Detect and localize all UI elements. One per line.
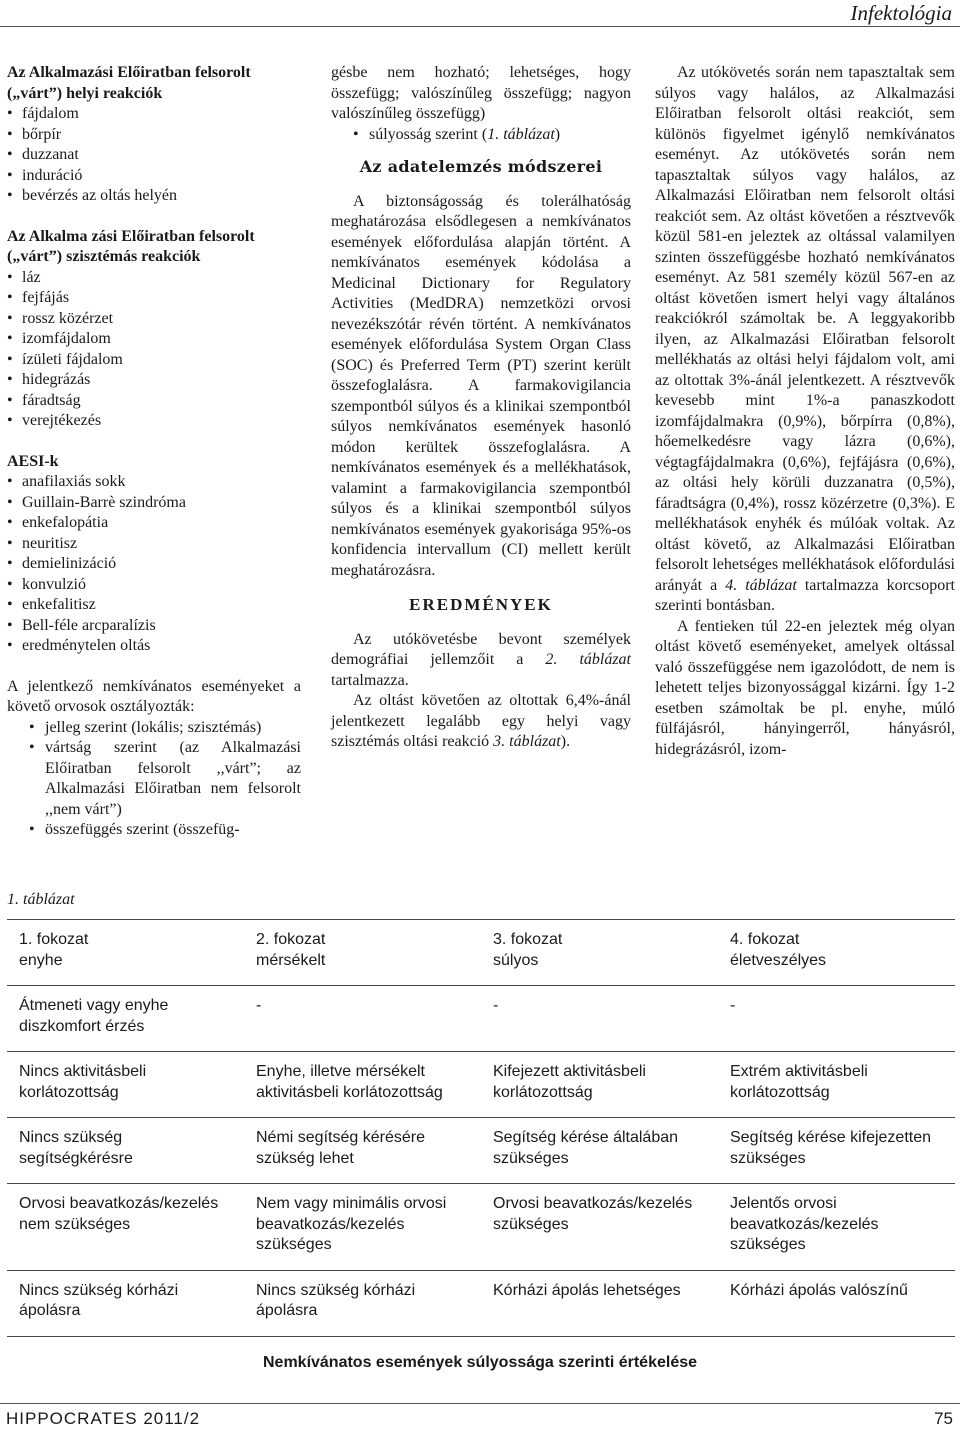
table-cell: Nincs szükség segítségkérésre (19, 1129, 133, 1167)
table-cell: Kórházi ápolás valószínű (730, 1281, 908, 1299)
table-cell: Segítség kérése kifejezetten szükséges (730, 1129, 932, 1167)
classification-criteria (7, 718, 301, 841)
table-cell: Kórházi ápolás lehetséges (493, 1281, 681, 1299)
table-header-cell: 2. fokozat mérsékelt (256, 931, 326, 969)
table-ref[interactable]: 3. táblázat (493, 733, 561, 750)
local-reactions-list (7, 104, 301, 207)
aesi-list (7, 472, 301, 657)
systemic-reactions-title: Az Alkalma zási Előiratban felsorolt („várt”) szisztémás reakciók (7, 227, 255, 265)
footer-divider (0, 1403, 960, 1404)
list-item: • összefüggés szerint (összefüg- (7, 820, 301, 841)
table-ref[interactable]: 2. táblázat (545, 651, 631, 668)
table-cell: Nincs szükség kórházi ápolásra (256, 1281, 416, 1319)
table-ref[interactable]: 1. táblázat (487, 125, 555, 143)
criteria-continuation: gésbe nem hozható; lehetséges, hogy összefügg; valószínűleg összefügg; nagyon valószínűleg összefügg) (331, 64, 631, 122)
list-item: • jelleg szerint (lokális; szisztémás) (7, 718, 301, 739)
severity-criterion (331, 125, 631, 146)
column-middle (331, 63, 631, 753)
page-number: 75 (934, 1409, 953, 1428)
list-item: • enkefalopátia (7, 513, 301, 534)
table-row (7, 1184, 955, 1271)
list-item: • eredménytelen oltás (7, 636, 301, 657)
table-row (7, 986, 955, 1052)
section-label: Infektológia (850, 1, 952, 25)
list-item: • induráció (7, 166, 301, 187)
list-item: • vártság szerint (az Alkalmazási Előiratban felsorolt ,,várt”; az Alkalmazási Előiratban nem felsorolt ,,nem várt”) (7, 738, 301, 820)
table-cell: Nincs aktivitásbeli korlátozottság (19, 1063, 147, 1101)
list-item: • demielinizáció (7, 554, 301, 575)
severity-table (7, 919, 955, 1337)
table-row (7, 1270, 955, 1336)
table-header-cell: 3. fokozat súlyos (493, 931, 563, 969)
column-left (7, 63, 301, 841)
results-paragraph-4: A fentieken túl 22-en jeleztek még olyan oltást követő eseményeket, amelyek oltással való összefüggése nem igazolódott, de nem is lehetett teljes bizonyossággal kizárni. Így 1-2 esetben számoltak be pl. enyhe, múló fülfájásról, hányingerről, hányásról, hidegrázásról, izom- (655, 617, 955, 758)
list-item: • izomfájdalom (7, 329, 301, 350)
journal-name: HIPPOCRATES 2011/2 (6, 1409, 201, 1428)
table-cell: Némi segítség kérésére szükség lehet (256, 1129, 425, 1167)
column-right (655, 63, 955, 760)
table-cell: Kifejezett aktivitásbeli korlátozottság (493, 1063, 646, 1101)
section-heading-results: EREDMÉNYEK (409, 595, 553, 614)
table-header-cell: 4. fokozat életveszélyes (730, 931, 827, 969)
results-paragraph-2: Az oltást követően az oltottak 6,4%-ánál jelentkezett legalább egy helyi vagy szisztémás oltási reakció 3. táblázat). (331, 692, 631, 750)
list-item: • Bell-féle arcparalízis (7, 616, 301, 637)
aesi-title: AESI-k (7, 452, 59, 470)
table-cell: Enyhe, illetve mérsékelt aktivitásbeli korlátozottság (256, 1063, 443, 1101)
list-item: • bevérzés az oltás helyén (7, 186, 301, 207)
classification-intro: A jelentkező nemkívánatos eseményeket a követő orvosok osztályozták: (7, 677, 301, 715)
table-cell: Orvosi beavatkozás/kezelés nem szükséges (19, 1195, 219, 1233)
section-heading-methods: Az adatelemzés módszerei (359, 157, 603, 176)
list-item: • fájdalom (7, 104, 301, 125)
systemic-reactions-list (7, 268, 301, 432)
table-cell: Nem vagy minimális orvosi beavatkozás/kezelés szükséges (256, 1195, 447, 1253)
list-item: • láz (7, 268, 301, 289)
list-item: • súlyosság szerint (1. táblázat) (331, 125, 631, 146)
table-cell: - (730, 997, 736, 1014)
table-cell: Jelentős orvosi beavatkozás/kezelés szükséges (730, 1195, 879, 1253)
table-cell: Orvosi beavatkozás/kezelés szükséges (493, 1195, 693, 1233)
table-header-cell: 1. fokozat enyhe (19, 931, 89, 969)
results-paragraph-3: Az utókövetés során nem tapasztaltak sem súlyos vagy halálos, az Alkalmazási Előiratban felsorolt oltási reakciót, sem különös figyelmet igénylő nemkívánatos eseményt. Az utókövetés során nem tapasztaltak súlyos vagy halálos, az Alkalmazási Előiratban nem felsorolt oltási reakciót sem. Az oltást követően a résztvevők közül 581-en jeleztek az oltással valamilyen szinten összefüggésbe hozható nemkívánatos eseményt. Az 581 személy közül 567-en az oltást követően ismert helyi vagy általános reakciókról számoltak be. A leggyakoribb ilyen, az Alkalmazási Előiratban felsorolt mellékhatás az oltási helyi fájdalom volt, ami az oltottak 3%-ánál jelentkezett. A résztvevők kevesebb mint 1%-a panaszkodott izomfájdalmakra (0,9%), bőrpírra (0,8%), hőemelkedésre vagy lázra (0,6%), végtagfájdalmakra (0,6%), fejfájásra (0,6%), az oltási hely körüli duzzanatra (0,5%), fáradtságra (0,4%), rossz közérzetre (0,3%). E mellékhatások enyhék és múlóak voltak. Az oltást követő, az Alkalmazási Előiratban felsorolt lehetséges mellékhatások előfordulási arányát a 4. táblázat tartalmazza korcsoport szerinti bontásban. (655, 64, 955, 614)
list-item: • anafilaxiás sokk (7, 472, 301, 493)
list-item: • neuritisz (7, 534, 301, 555)
list-item: • fejfájás (7, 288, 301, 309)
list-item: • verejtékezés (7, 411, 301, 432)
table-row (7, 1052, 955, 1118)
table-header-row (7, 920, 955, 986)
list-item: • ízületi fájdalom (7, 350, 301, 371)
list-item: • fáradtság (7, 391, 301, 412)
list-item: • konvulzió (7, 575, 301, 596)
table-ref[interactable]: 4. táblázat (725, 576, 797, 594)
list-item: • duzzanat (7, 145, 301, 166)
table-cell: Segítség kérése általában szükséges (493, 1129, 679, 1167)
list-item: • Guillain-Barrè szindróma (7, 493, 301, 514)
list-item: • hidegrázás (7, 370, 301, 391)
table-cell: - (493, 997, 499, 1014)
methods-paragraph: A biztonságosság és tolerálhatóság meghatározása elsődlegesen a nemkívánatos események előfordulása alapján történt. A nemkívánatos események kódolása a Medicinal Dictionary for Regulatory Activities (MedDRA) nemzetközi orvosi nevezékszótár révén történt. A nemkívánatos események előfordulása System Organ Class (SOC) és Preferred Term (PT) szerint került összefoglalásra. A farmakovigilancia szempontból súlyos és a klinikai szempontból súlyos nemkívánatos események hasonló módon kerültek összefoglalásra. A nemkívánatos események és a mellékhatások, valamint a farmakovigilancia szempontból súlyos és a klinikai szempontból súlyos nemkívánatos események gyakorisága 95%-os konfidencia intervallum (CI) mellett került meghatározásra. (331, 192, 631, 579)
table-cell: Extrém aktivitásbeli korlátozottság (730, 1063, 868, 1101)
list-item: • rossz közérzet (7, 309, 301, 330)
list-item: • bőrpír (7, 125, 301, 146)
results-paragraph-1: Az utókövetésbe bevont személyek demográfiai jellemzőit a 2. táblázat tartalmazza. (331, 630, 631, 689)
page-header (0, 0, 960, 27)
table-cell: Átmeneti vagy enyhe diszkomfort érzés (19, 997, 169, 1035)
table-cell: - (256, 997, 262, 1014)
table-cell: Nincs szükség kórházi ápolásra (19, 1281, 179, 1319)
table-label: 1. táblázat (7, 891, 75, 908)
local-reactions-title: Az Alkalmazási Előiratban felsorolt („várt”) helyi reakciók (7, 64, 251, 102)
list-item: • enkefalitisz (7, 595, 301, 616)
table-row (7, 1118, 955, 1184)
table-caption: Nemkívánatos események súlyossága szerinti értékelése (262, 1354, 698, 1371)
